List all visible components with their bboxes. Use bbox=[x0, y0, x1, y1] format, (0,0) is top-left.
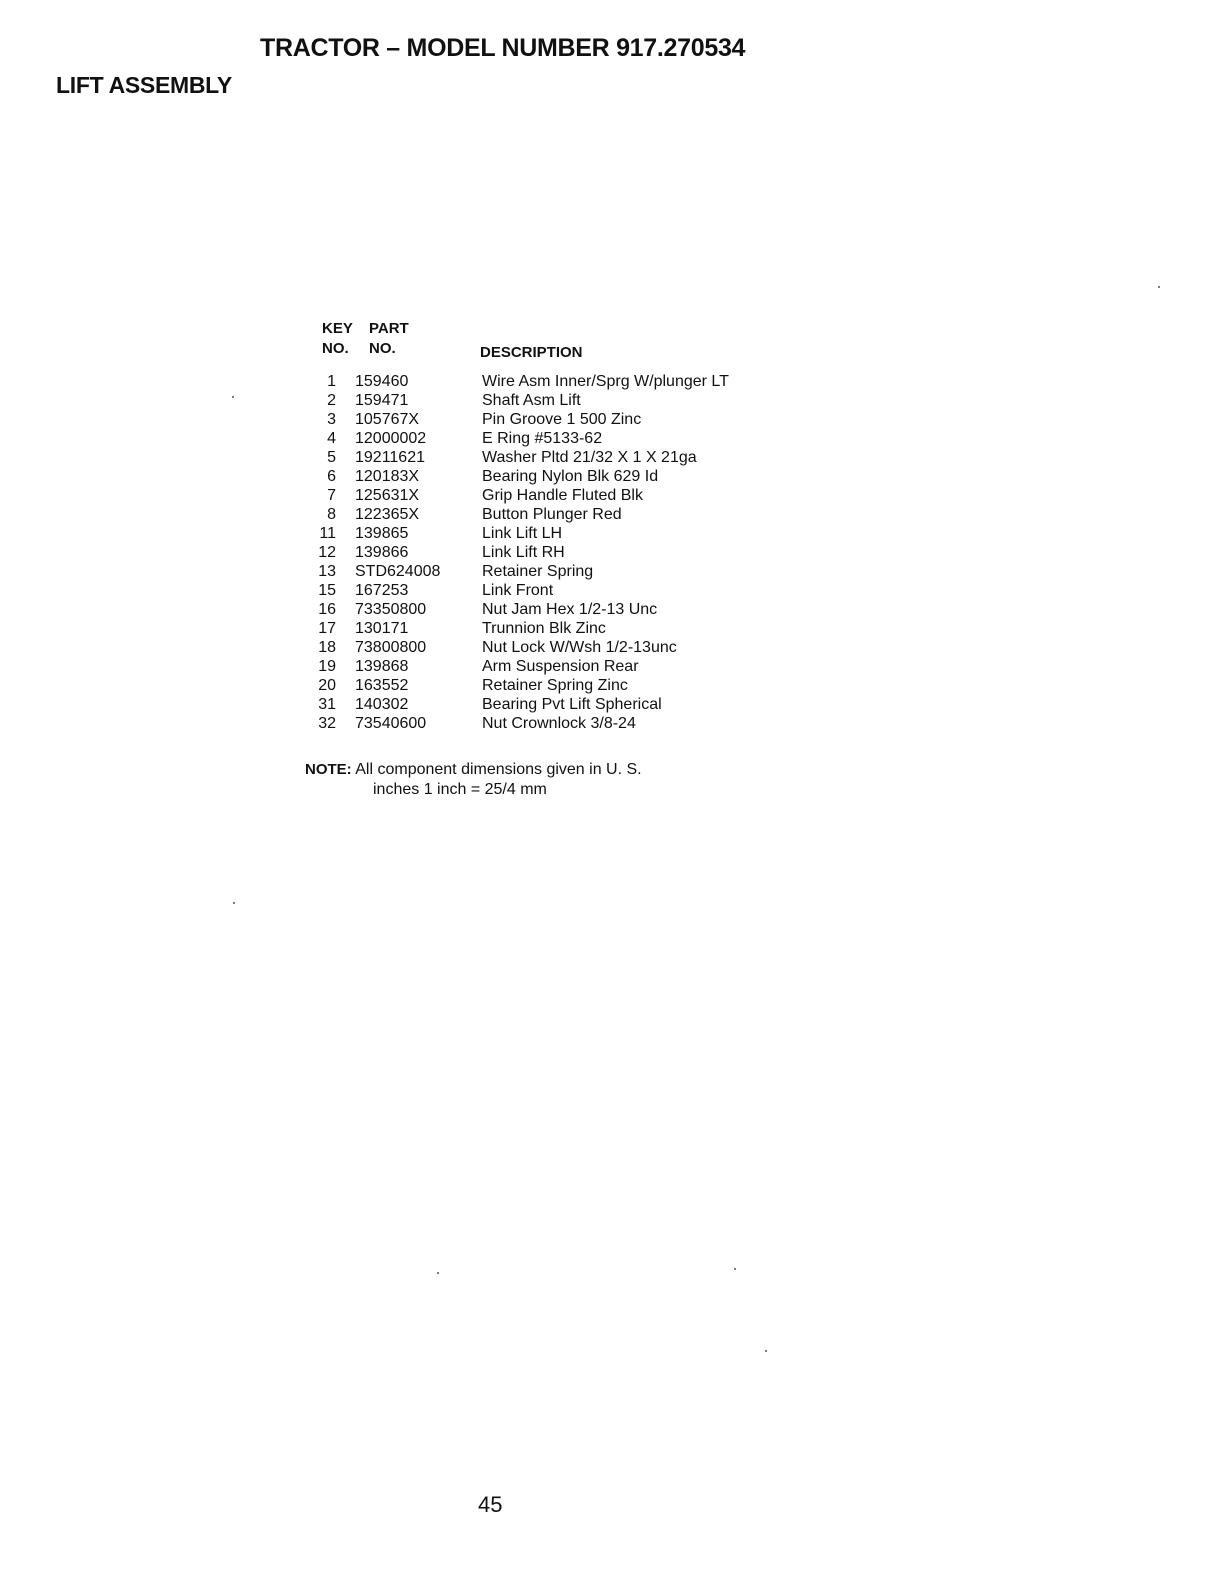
key-no-header-line2: NO. bbox=[322, 340, 349, 357]
scan-speck bbox=[437, 1272, 439, 1274]
page-title: TRACTOR – MODEL NUMBER 917.270534 bbox=[260, 34, 746, 62]
part-description: Bearing Pvt Lift Spherical bbox=[482, 696, 662, 713]
part-no-header-line2: NO. bbox=[369, 340, 396, 357]
key-number: 20 bbox=[318, 677, 336, 694]
key-number: 32 bbox=[318, 715, 336, 732]
key-number: 19 bbox=[318, 658, 336, 675]
parts-row bbox=[300, 714, 820, 733]
parts-row bbox=[300, 600, 820, 619]
parts-row bbox=[300, 543, 820, 562]
part-number: 12000002 bbox=[355, 430, 427, 447]
key-number: 16 bbox=[318, 601, 336, 618]
scan-speck bbox=[232, 396, 234, 398]
part-number: 125631X bbox=[355, 487, 420, 504]
key-number: 17 bbox=[318, 620, 336, 637]
parts-row bbox=[300, 638, 820, 657]
parts-row bbox=[300, 467, 820, 486]
part-number: 120183X bbox=[355, 468, 420, 485]
key-number: 1 bbox=[327, 373, 336, 390]
description-header: DESCRIPTION bbox=[480, 344, 583, 361]
part-description: Bearing Nylon Blk 629 Id bbox=[482, 468, 659, 485]
part-number: 167253 bbox=[355, 582, 409, 599]
part-number: 73540600 bbox=[355, 715, 427, 732]
key-number: 18 bbox=[318, 639, 336, 656]
key-number: 7 bbox=[327, 487, 336, 504]
parts-row bbox=[300, 562, 820, 581]
part-number: 159471 bbox=[355, 392, 409, 409]
note-line1: All component dimensions given in U. S. bbox=[355, 761, 642, 778]
part-description: Nut Crownlock 3/8-24 bbox=[482, 715, 636, 732]
key-number: 5 bbox=[327, 449, 336, 466]
part-description: Link Front bbox=[482, 582, 554, 599]
scan-speck bbox=[233, 902, 235, 904]
part-number: 105767X bbox=[355, 411, 420, 428]
part-description: Arm Suspension Rear bbox=[482, 658, 639, 675]
key-number: 15 bbox=[318, 582, 336, 599]
parts-row bbox=[300, 486, 820, 505]
parts-list bbox=[300, 318, 820, 733]
part-description: Grip Handle Fluted Blk bbox=[482, 487, 643, 504]
part-number: 19211621 bbox=[355, 449, 425, 466]
parts-row bbox=[300, 695, 820, 714]
parts-row bbox=[300, 505, 820, 524]
part-description: Retainer Spring bbox=[482, 563, 594, 580]
part-description: Link Lift LH bbox=[482, 525, 563, 542]
part-number: 139865 bbox=[355, 525, 409, 542]
part-description: Trunnion Blk Zinc bbox=[482, 620, 606, 637]
parts-rows bbox=[300, 372, 820, 733]
part-number: 122365X bbox=[355, 506, 420, 523]
part-number: 139868 bbox=[355, 658, 409, 675]
part-description: Retainer Spring Zinc bbox=[482, 677, 628, 694]
part-description: Wire Asm Inner/Sprg W/plunger LT bbox=[482, 373, 729, 390]
parts-row bbox=[300, 429, 820, 448]
parts-list-header bbox=[300, 318, 820, 368]
part-number: 140302 bbox=[355, 696, 409, 713]
part-description: Link Lift RH bbox=[482, 544, 565, 561]
key-number: 11 bbox=[319, 525, 336, 542]
key-no-header-line1: KEY bbox=[322, 320, 353, 337]
parts-row bbox=[300, 391, 820, 410]
parts-row bbox=[300, 581, 820, 600]
scan-speck bbox=[734, 1268, 736, 1270]
part-number: 73350800 bbox=[355, 601, 427, 618]
parts-row bbox=[300, 448, 820, 467]
part-description: E Ring #5133-62 bbox=[482, 430, 603, 447]
part-number: 159460 bbox=[355, 373, 409, 390]
note-label: NOTE: bbox=[305, 761, 352, 778]
key-number: 6 bbox=[327, 468, 336, 485]
parts-row bbox=[300, 619, 820, 638]
part-description: Button Plunger Red bbox=[482, 506, 622, 523]
parts-row bbox=[300, 676, 820, 695]
part-number: 73800800 bbox=[355, 639, 427, 656]
part-number: 139866 bbox=[355, 544, 409, 561]
scan-speck bbox=[1158, 286, 1160, 288]
part-description: Washer Pltd 21/32 X 1 X 21ga bbox=[482, 449, 697, 466]
key-number: 13 bbox=[318, 563, 336, 580]
key-number: 2 bbox=[327, 392, 336, 409]
page-number: 45 bbox=[478, 1492, 503, 1517]
part-no-header-line1: PART bbox=[369, 320, 409, 337]
parts-row bbox=[300, 524, 820, 543]
scan-speck bbox=[765, 1350, 767, 1352]
section-title: LIFT ASSEMBLY bbox=[56, 72, 232, 98]
part-description: Shaft Asm Lift bbox=[482, 392, 581, 409]
key-number: 4 bbox=[327, 430, 336, 447]
parts-row bbox=[300, 372, 820, 391]
parts-row bbox=[300, 410, 820, 429]
key-number: 12 bbox=[318, 544, 336, 561]
part-description: Nut Lock W/Wsh 1/2-13unc bbox=[482, 639, 677, 656]
key-number: 31 bbox=[318, 696, 336, 713]
part-number: 130171 bbox=[355, 620, 409, 637]
part-description: Nut Jam Hex 1/2-13 Unc bbox=[482, 601, 658, 618]
key-number: 3 bbox=[327, 411, 336, 428]
part-number: 163552 bbox=[355, 677, 409, 694]
note bbox=[305, 760, 642, 798]
part-description: Pin Groove 1 500 Zinc bbox=[482, 411, 642, 428]
parts-row bbox=[300, 657, 820, 676]
part-number: STD624008 bbox=[355, 563, 441, 580]
key-number: 8 bbox=[327, 506, 336, 523]
note-line2: inches 1 inch = 25/4 mm bbox=[373, 781, 547, 798]
